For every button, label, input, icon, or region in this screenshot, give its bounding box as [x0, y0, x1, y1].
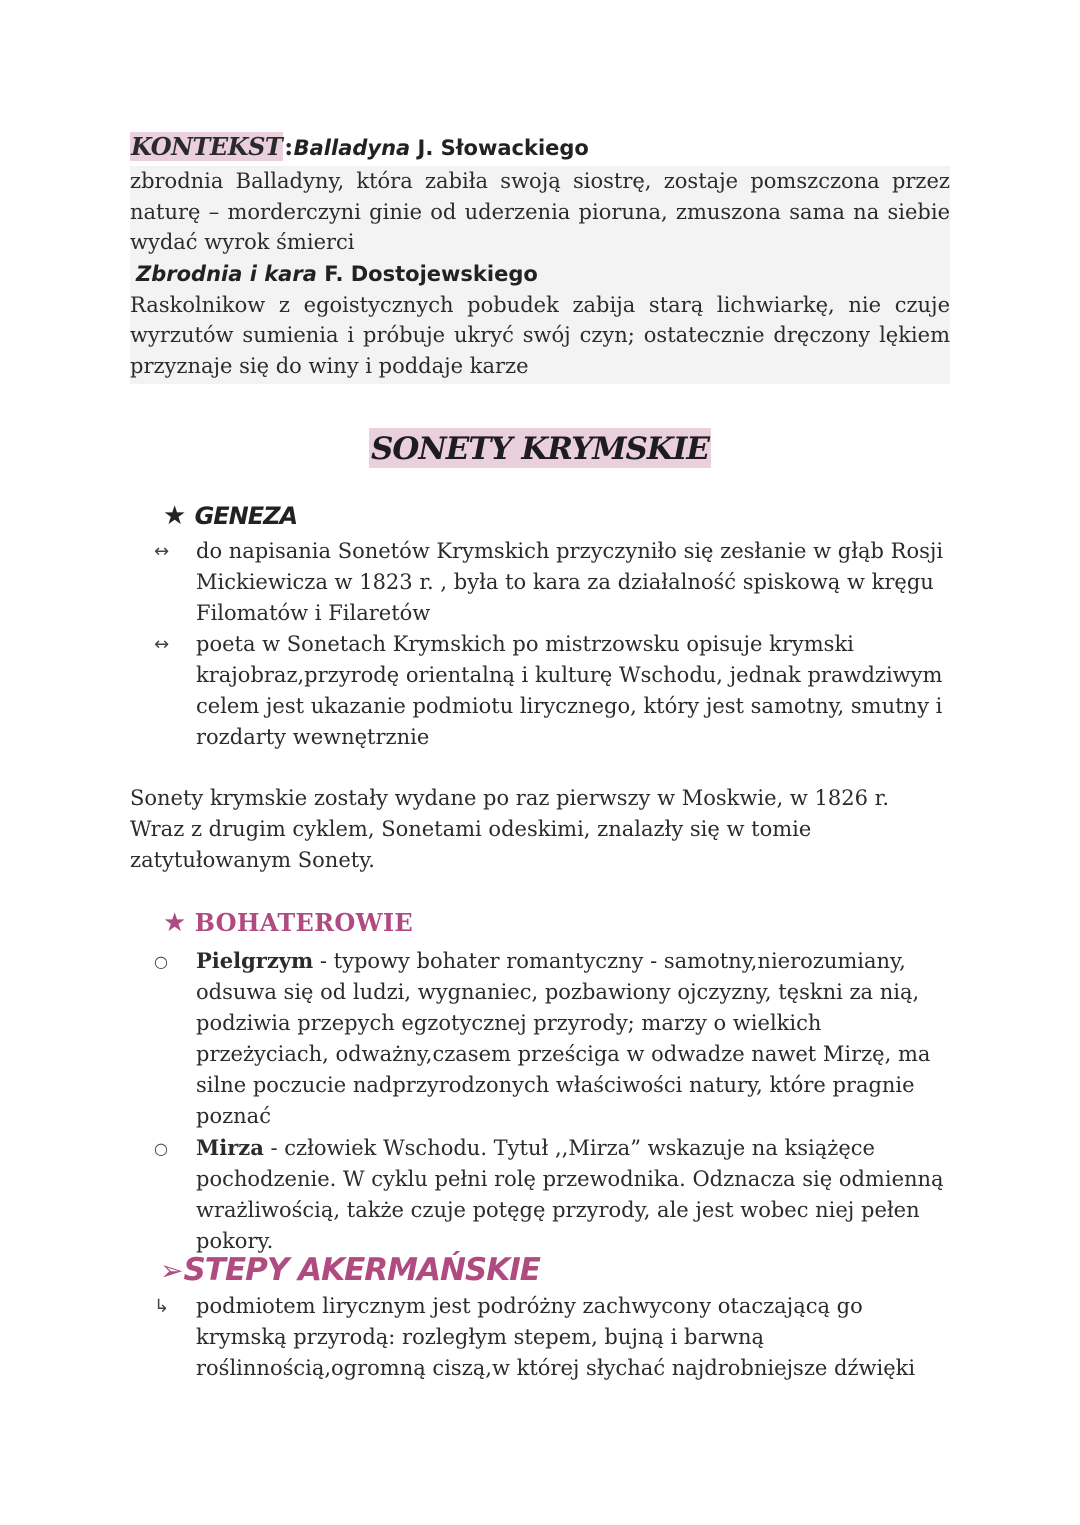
kontekst-block: [130, 166, 950, 384]
stepy-list: [130, 1291, 945, 1384]
wydanie-paragraph: Sonety krymskie zostały wydane po raz pierwszy w Moskwie, w 1826 r. Wraz z drugim cyklem, Sonetami odeskimi, znalazły się w tomie zatytułowanym Sonety.: [130, 786, 890, 872]
ref2-title: Zbrodnia i kara: [136, 261, 317, 286]
circle-bullet-icon: ○: [154, 952, 168, 971]
list-item: ↳ podmiotem lirycznym jest podróżny zachwycony otaczającą go krymską przyrodą: rozległym stepem, bujną i barwną roślinnością,ogromną ciszą,w której słychać najdrobniejsze dźwięki: [130, 1291, 945, 1384]
corner-arrow-icon: ↳: [154, 1296, 170, 1317]
list-item: [130, 1132, 945, 1257]
list-item: ↔ poeta w Sonetach Krymskich po mistrzowsku opisuje krymski krajobraz,przyrodę orientalną i kulturę Wschodu, jednak prawdziwym celem jest ukazanie podmiotu lirycznego, który jest samotny, smutny i rozdarty wewnętrznie: [130, 629, 950, 753]
bohaterowie-list: [130, 945, 945, 1257]
double-arrow-icon: ↔: [154, 541, 170, 562]
page-title: SONETY KRYMSKIE: [369, 428, 711, 468]
stepy-title: STEPY AKERMAŃSKIE: [183, 1252, 540, 1288]
ref1-line: wydać wyrok śmierci: [130, 230, 355, 254]
hero-desc: - człowiek Wschodu. Tytuł ,,Mirza” wskazuje na książęce pochodzenie. W cyklu pełni rolę przewodnika. Odznacza się odmienną wrażliwością, także czuje potęgę przyrody, ale jest wobec niej pełen pokory.: [196, 1136, 944, 1253]
stepy-heading: [160, 1250, 540, 1292]
circle-bullet-icon: ○: [154, 1139, 168, 1158]
geneza-title: GENEZA: [194, 502, 298, 530]
geneza-heading: [163, 500, 297, 532]
ref1-line: naturę – morderczyni ginie od uderzenia pioruna, zmuszona sama na siebie: [130, 199, 950, 224]
star-icon: ★: [163, 908, 187, 938]
title-wrap: [0, 428, 1080, 468]
kontekst-label: KONTEKST: [131, 132, 283, 161]
hero-name: Mirza: [196, 1135, 264, 1160]
list-item: ↔ do napisania Sonetów Krymskich przyczyniło się zesłanie w głąb Rosji Mickiewicza w 1823 r. , była to kara za działalność spiskową w kręgu Filomatów i Filaretów: [130, 536, 950, 629]
hero-desc: - typowy bohater romantyczny - samotny,nierozumiany, odsuwa się od ludzi, wygnaniec, pozbawiony ojczyzny, tęskni za nią, podziwia przepych egzotycznej przyrody; marzy o wielkich przeżyciach, odważny,czasem prześciga w odwadze nawet Mirzę, ma silne poczucie nadprzyrodzonych właściwości natury, które pragnie poznać: [196, 949, 931, 1128]
hero-name: Pielgrzym: [196, 948, 314, 973]
bohaterowie-title: BOHATEROWIE: [194, 908, 413, 937]
list-item: [130, 945, 945, 1132]
double-arrow-icon: ↔: [154, 634, 170, 655]
bohaterowie-heading: [163, 907, 413, 939]
ref1-title: Balladyna: [293, 136, 411, 160]
geneza-list: [130, 536, 950, 753]
ref2-author: F. Dostojewskiego: [316, 261, 538, 286]
ref1-author: J. Słowackiego: [410, 136, 589, 160]
star-icon: ★: [163, 501, 187, 531]
arrowhead-icon: ➢: [160, 1254, 184, 1287]
kontekst-colon: :: [284, 132, 293, 161]
ref2-line: wyrzutów sumienia i próbuje ukryć swój czyn; ostatecznie dręczony lękiem: [130, 323, 950, 347]
ref2-line: przyznaje się do winy i poddaje karze: [130, 353, 529, 378]
kontekst-heading: [130, 133, 589, 161]
ref2-line: Raskolnikow z egoistycznych pobudek zabija starą lichwiarkę, nie czuje: [130, 292, 950, 317]
ref1-line: zbrodnia Balladyny, która zabiła swoją siostrę, zostaje pomszczona przez: [130, 169, 950, 193]
ref2-heading: [130, 258, 950, 290]
